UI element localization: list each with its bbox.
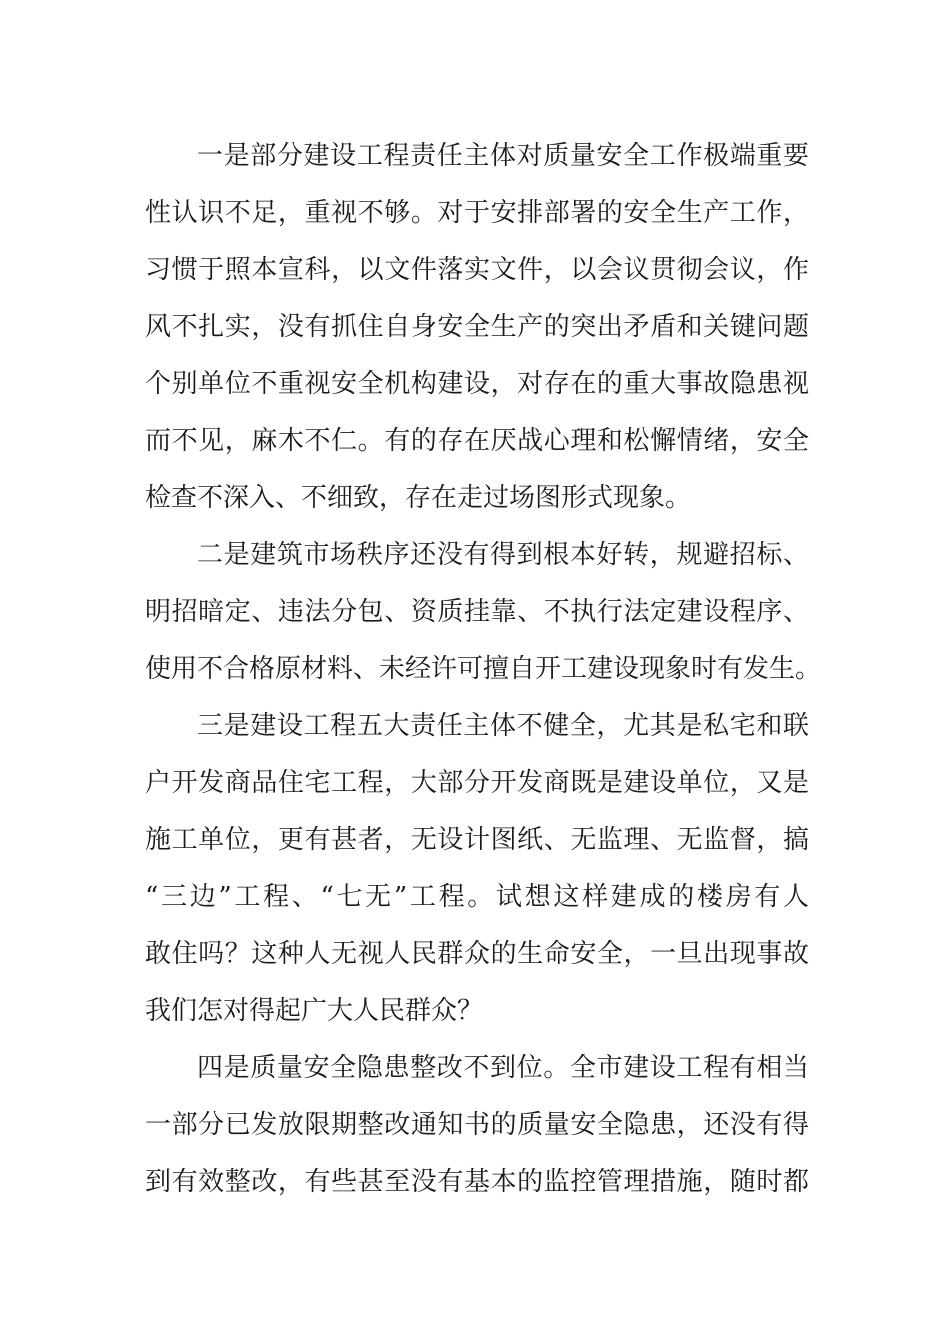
text-line: 我们怎对得起广大人民群众？ <box>145 996 484 1026</box>
text-line: 性认识不足，重视不够。对于安排部署的安全生产工作， <box>145 198 809 228</box>
text-line: 敢住吗？这种人无视人民群众的生命安全，一旦出现事故 <box>145 939 809 969</box>
paragraph-1 <box>145 128 809 527</box>
paragraph-4 <box>145 1040 809 1211</box>
text-line: 三是建设工程五大责任主体不健全，尤其是私宅和联 <box>197 711 809 741</box>
text-line: 四是质量安全隐患整改不到位。全市建设工程有相当 <box>197 1053 809 1083</box>
text-line: 而不见，麻木不仁。有的存在厌战心理和松懈情绪，安全 <box>145 426 809 456</box>
text-line: 二是建筑市场秩序还没有得到根本好转，规避招标、 <box>197 540 809 570</box>
text-line: 检查不深入、不细致，存在走过场图形式现象。 <box>145 483 692 513</box>
text-line: 风不扎实，没有抓住自身安全生产的突出矛盾和关键问题 <box>145 312 809 342</box>
text-line: 明招暗定、违法分包、资质挂靠、不执行法定建设程序、 <box>145 597 809 627</box>
text-line: “三边”工程、“七无”工程。试想这样建成的楼房有人 <box>145 882 809 912</box>
document-body <box>145 128 822 1211</box>
paragraph-2 <box>145 527 822 698</box>
text-line: 施工单位，更有甚者，无设计图纸、无监理、无监督，搞 <box>145 825 809 855</box>
paragraph-3 <box>145 698 809 1040</box>
text-line: 一是部分建设工程责任主体对质量安全工作极端重要 <box>197 141 809 171</box>
text-line: 个别单位不重视安全机构建设，对存在的重大事故隐患视 <box>145 369 809 399</box>
text-line: 习惯于照本宣科，以文件落实文件，以会议贯彻会议，作 <box>145 255 809 285</box>
text-line: 一部分已发放限期整改通知书的质量安全隐患，还没有得 <box>145 1110 809 1140</box>
text-line: 户开发商品住宅工程，大部分开发商既是建设单位，又是 <box>145 768 809 798</box>
text-line: 使用不合格原材料、未经许可擅自开工建设现象时有发生。 <box>145 654 822 684</box>
text-line: 到有效整改，有些甚至没有基本的监控管理措施，随时都 <box>145 1167 809 1197</box>
